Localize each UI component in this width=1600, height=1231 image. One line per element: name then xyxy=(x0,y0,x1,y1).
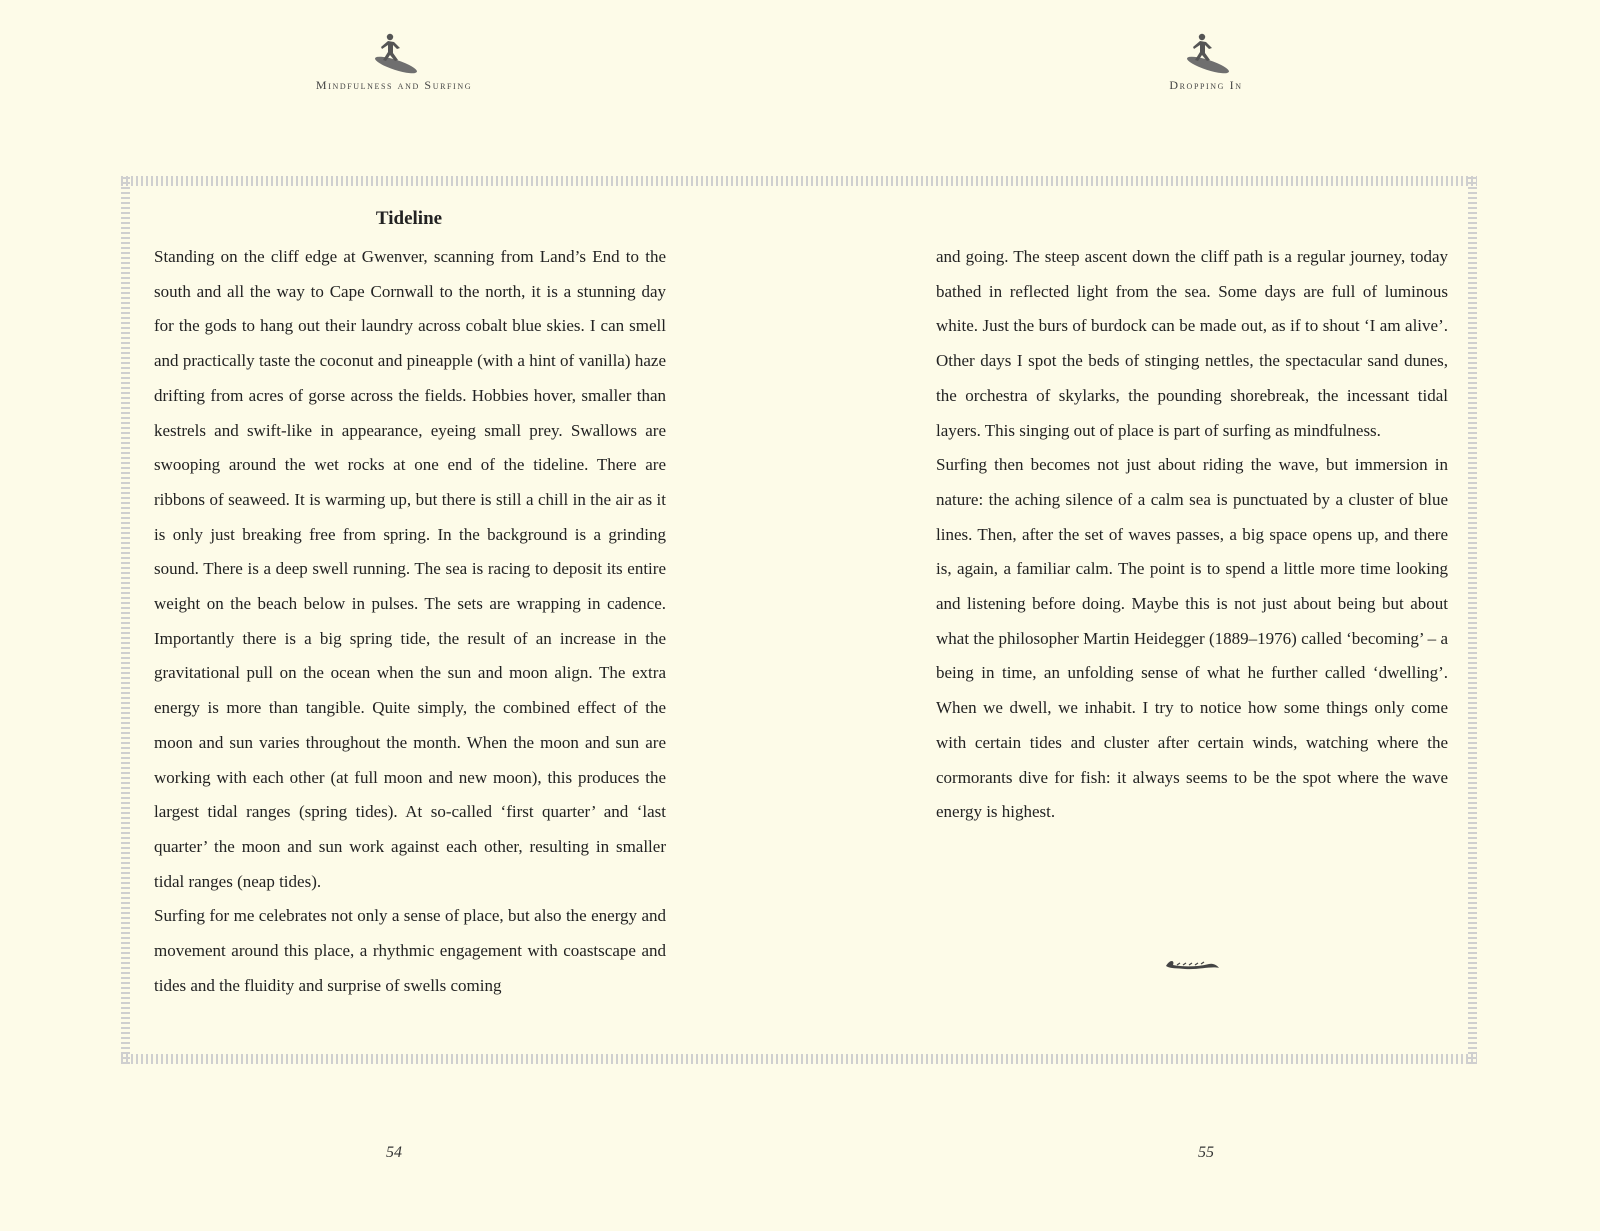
page-number-left: 54 xyxy=(386,1144,402,1161)
body-paragraph: Surfing then becomes not just about riding the wave, but immersion in nature: the aching silence of a calm sea is punctuated by a cluster of blue lines. Then, after the set of waves passes, a big space opens up, and there is, again, a familiar calm. The point is to spend a little more time looking and listening before doing. Maybe this is not just about being but about what the philosopher Martin Heidegger (1889–1976) called ‘becoming’ – a being in time, an unfolding sense of what he further called ‘dwelling’. When we dwell, we inhabit. I try to notice how some things only come with certain tides and cluster after certain winds, watching where the cormorants dive for fish: it always seems to be the spot where the wave energy is highest. xyxy=(936,455,1448,822)
wave-ornament-icon xyxy=(1163,955,1221,973)
right-page-body xyxy=(936,240,1448,830)
surfer-icon xyxy=(1178,30,1234,74)
frame-border-top xyxy=(121,176,1477,186)
left-page-body xyxy=(154,240,666,1003)
body-paragraph: Surfing for me celebrates not only a sense of place, but also the energy and movement around this place, a rhythmic engagement with coastscape and tides and the fluidity and surprise of swells coming xyxy=(154,906,666,995)
section-heading: Tideline xyxy=(375,208,443,229)
running-head-title: Dropping In xyxy=(1169,78,1243,92)
running-head-title: Mindfulness and Surfing xyxy=(315,78,473,92)
running-head-right xyxy=(1076,30,1336,93)
body-paragraph: Standing on the cliff edge at Gwenver, scanning from Land’s End to the south and all the way to Cape Cornwall to the north, it is a stunning day for the gods to hang out their laundry across cobalt blue skies. I can smell and practically taste the coconut and pineapple (with a hint of vanilla) haze drifting from acres of gorse across the fields. Hobbies hover, smaller than kestrels and swift-like in appearance, eyeing small prey. Swallows are swooping around the wet rocks at one end of the tideline. There are ribbons of seaweed. It is warming up, but there is still a chill in the air as it is only just breaking free from spring. In the background is a grinding sound. There is a deep swell running. The sea is racing to deposit its entire weight on the beach below in pulses. The sets are wrapping in cadence. Importantly there is a big spring tide, the result of an increase in the gravitational pull on the ocean when the sun and moon align. The extra energy is more than tangible. Quite simply, the combined effect of the moon and sun varies throughout the month. When the moon and sun are working with each other (at full moon and new moon), this produces the largest tidal ranges (spring tides). At so-called ‘first quarter’ and ‘last quarter’ the moon and sun work against each other, resulting in smaller tidal ranges (neap tides). xyxy=(154,247,666,891)
body-paragraph: and going. The steep ascent down the cliff path is a regular journey, today bathed in reflected light from the sea. Some days are full of luminous white. Just the burs of burdock can be made out, as if to shout ‘I am alive’. Other days I spot the beds of stinging nettles, the spectacular sand dunes, the orchestra of skylarks, the pounding shorebreak, the incessant tidal layers. This singing out of place is part of surfing as mindfulness. xyxy=(936,247,1448,440)
surfer-icon xyxy=(366,30,422,74)
frame-border-bottom xyxy=(121,1054,1477,1064)
frame-border-left xyxy=(121,176,130,1064)
running-head-left xyxy=(264,30,524,93)
frame-border-right xyxy=(1468,176,1477,1064)
page-number-right: 55 xyxy=(1198,1144,1214,1161)
